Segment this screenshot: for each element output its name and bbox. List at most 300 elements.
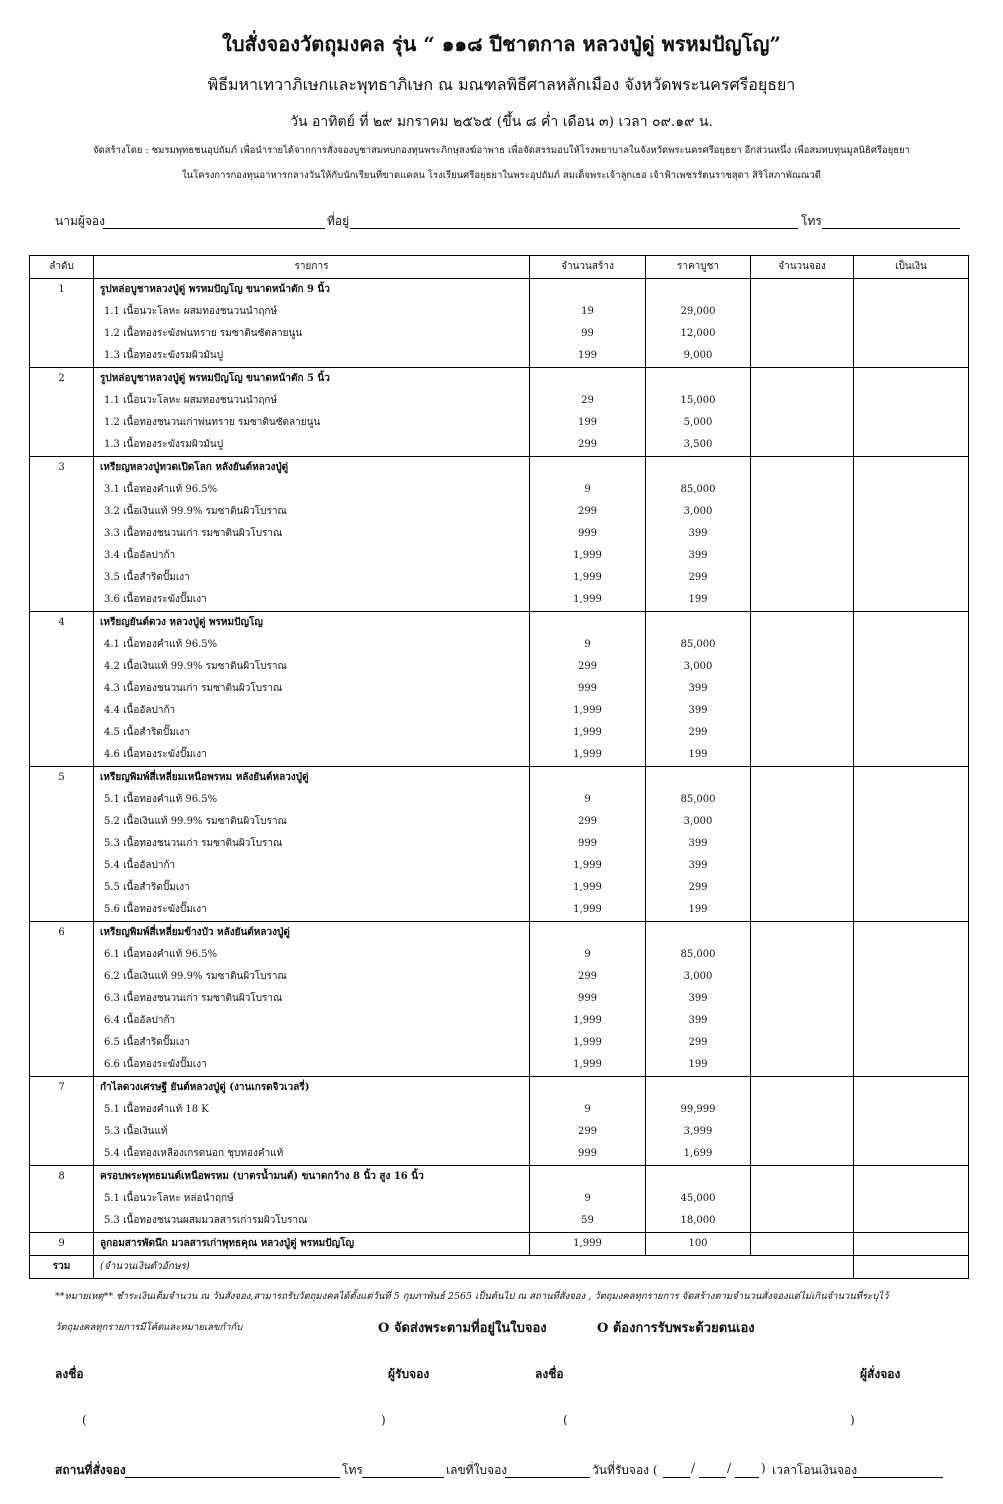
- table-row: [30, 922, 969, 945]
- date-close: ): [761, 1461, 766, 1475]
- order-qty-cell[interactable]: [751, 700, 854, 722]
- orderer-label: ผู้สั่งจอง: [860, 1367, 901, 1381]
- row-number: 5: [30, 767, 94, 790]
- quantity-made: [530, 457, 646, 480]
- receiver-name-close: ): [381, 1413, 386, 1427]
- col-header-quantity-made: จำนวนสร้าง: [530, 256, 646, 279]
- amount-cell[interactable]: [854, 811, 969, 833]
- amount-cell[interactable]: [854, 988, 969, 1010]
- place-field[interactable]: [125, 1476, 340, 1478]
- amount-cell[interactable]: [854, 1166, 969, 1189]
- table-row: [30, 833, 969, 855]
- col-header-no: ลำดับ: [30, 256, 94, 279]
- quantity-made: 1,999: [530, 744, 646, 767]
- price: 29,000: [646, 301, 751, 323]
- order-qty-cell[interactable]: [751, 612, 854, 635]
- amount-cell[interactable]: [854, 434, 969, 457]
- group-title: เหรียญพิมพ์สี่เหลี่ยมข้างบัว หลังยันต์หลวงปู่ดู่: [94, 922, 530, 945]
- row-number: 1: [30, 279, 94, 302]
- form-title: ใบสั่งจองวัตถุมงคล รุ่น “ ๑๑๘ ปีชาตกาล หลวงปู่ดู่ พรหมปัญโญ”: [222, 32, 781, 56]
- order-qty-cell[interactable]: [751, 345, 854, 368]
- price: 45,000: [646, 1188, 751, 1210]
- quantity-made: 99: [530, 323, 646, 345]
- amount-cell[interactable]: [854, 789, 969, 811]
- col-header-item: รายการ: [94, 256, 530, 279]
- order-qty-cell[interactable]: [751, 634, 854, 656]
- row-number-empty: [30, 1188, 94, 1210]
- quantity-made: 999: [530, 833, 646, 855]
- amount-cell[interactable]: [854, 567, 969, 589]
- item-name: 6.2 เนื้อเงินแท้ 99.9% รมซาตินผิวโบราณ: [94, 966, 530, 988]
- row-number-empty: [30, 1010, 94, 1032]
- quantity-made: 9: [530, 1099, 646, 1121]
- table-row: [30, 434, 969, 457]
- quantity-made: [530, 612, 646, 635]
- quantity-made: 1,999: [530, 722, 646, 744]
- item-name: 5.4 เนื้ออัลปาก้า: [94, 855, 530, 877]
- quantity-made: 299: [530, 966, 646, 988]
- table-row: [30, 899, 969, 922]
- organizer-line-1: จัดสร้างโดย : ชมรมพุทธชนอุปถัมภ์ เพื่อนำรายได้จากการสั่งจองบูชาสมทบกองทุนพระภิกษุสงฆ์อาพาธ เพื่อจัดสรรมอบให้โรงพยาบาลในจังหวัดพระนครศรีอยุธยา อีกส่วนหนึ่ง เพื่อสมทบทุนมูลนิธิศรีอยุธยา: [93, 145, 910, 156]
- quantity-made: [530, 1166, 646, 1189]
- quantity-made: 9: [530, 789, 646, 811]
- item-name: 4.1 เนื้อทองคำแท้ 96.5%: [94, 634, 530, 656]
- price: [646, 612, 751, 635]
- price: 3,000: [646, 811, 751, 833]
- price: 99,999: [646, 1099, 751, 1121]
- table-row: [30, 988, 969, 1010]
- quantity-made: 999: [530, 678, 646, 700]
- price: 18,000: [646, 1210, 751, 1233]
- row-number: 9: [30, 1233, 94, 1256]
- amount-cell[interactable]: [854, 1210, 969, 1233]
- col-header-order-qty: จำนวนจอง: [751, 256, 854, 279]
- price: 299: [646, 722, 751, 744]
- item-name: 5.6 เนื้อทองระฆังปั๊มเงา: [94, 899, 530, 922]
- item-name: 5.4 เนื้อทองเหลืองเกรดนอก ชุบทองคำแท้: [94, 1143, 530, 1166]
- order-qty-cell[interactable]: [751, 1077, 854, 1100]
- col-header-price: ราคาบูชา: [646, 256, 751, 279]
- price: 85,000: [646, 479, 751, 501]
- date-day-field[interactable]: [663, 1476, 690, 1478]
- table-row: [30, 457, 969, 480]
- row-number-empty: [30, 789, 94, 811]
- item-name: 5.3 เนื้อเงินแท้: [94, 1121, 530, 1143]
- table-row: [30, 1032, 969, 1054]
- amount-cell[interactable]: [854, 966, 969, 988]
- item-name: 4.3 เนื้อทองชนวนเก่า รมซาตินผิวโบราณ: [94, 678, 530, 700]
- amount-cell[interactable]: [854, 523, 969, 545]
- orderer-name-open: (: [563, 1413, 568, 1427]
- item-group-5: [30, 767, 969, 922]
- table-row: [30, 1054, 969, 1077]
- amount-cell[interactable]: [854, 1143, 969, 1166]
- order-qty-cell[interactable]: [751, 1099, 854, 1121]
- item-name: 1.2 เนื้อทองระฆังพ่นทราย รมซาตินซัตลายนูน: [94, 323, 530, 345]
- amount-cell[interactable]: [854, 589, 969, 612]
- total-row: [30, 1256, 969, 1279]
- quantity-made: [530, 922, 646, 945]
- price: 399: [646, 678, 751, 700]
- amount-cell[interactable]: [854, 1233, 969, 1256]
- quantity-made: 9: [530, 634, 646, 656]
- row-number-empty: [30, 567, 94, 589]
- order-qty-cell[interactable]: [751, 323, 854, 345]
- order-qty-cell[interactable]: [751, 744, 854, 767]
- price: 3,000: [646, 656, 751, 678]
- table-row: [30, 634, 969, 656]
- table-row: [30, 1143, 969, 1166]
- quantity-made: 199: [530, 412, 646, 434]
- price: 199: [646, 744, 751, 767]
- amount-cell[interactable]: [854, 279, 969, 302]
- address-field[interactable]: [350, 227, 798, 229]
- amount-cell[interactable]: [854, 1077, 969, 1100]
- table-row: [30, 501, 969, 523]
- amount-cell[interactable]: [854, 1121, 969, 1143]
- quantity-made: 999: [530, 988, 646, 1010]
- name-field[interactable]: [103, 227, 325, 229]
- footer-line: [55, 1461, 945, 1479]
- quantity-made: [530, 279, 646, 302]
- price: 199: [646, 899, 751, 922]
- ceremony-subtitle: พิธีมหาเทวาภิเษกและพุทธาภิเษก ณ มณฑลพิธีศาลหลักเมือง จังหวัดพระนครศรีอยุธยา: [207, 75, 796, 94]
- item-name: 5.1 เนื้อนวะโลหะ หล่อนำฤกษ์: [94, 1188, 530, 1210]
- order-qty-cell[interactable]: [751, 412, 854, 434]
- amount-cell[interactable]: [854, 1099, 969, 1121]
- order-qty-cell[interactable]: [751, 656, 854, 678]
- row-number-empty: [30, 855, 94, 877]
- row-number-empty: [30, 988, 94, 1010]
- amount-cell[interactable]: [854, 656, 969, 678]
- amount-cell[interactable]: [854, 744, 969, 767]
- price: [646, 767, 751, 790]
- price: [646, 1077, 751, 1100]
- item-group-9: [30, 1233, 969, 1256]
- remark-note-2: วัตถุมงคลทุกรายการมีโค้ดและหมายเลขกำกับ: [55, 1322, 243, 1333]
- order-qty-cell[interactable]: [751, 1143, 854, 1166]
- order-qty-cell[interactable]: [751, 855, 854, 877]
- ticket-no-field[interactable]: [505, 1476, 590, 1478]
- amount-cell[interactable]: [854, 634, 969, 656]
- order-qty-cell[interactable]: [751, 789, 854, 811]
- footer-phone-field[interactable]: [362, 1476, 444, 1478]
- table-row: [30, 1210, 969, 1233]
- price: 199: [646, 1054, 751, 1077]
- amount-cell[interactable]: [854, 301, 969, 323]
- order-qty-cell[interactable]: [751, 390, 854, 412]
- table-row: [30, 678, 969, 700]
- table-row: [30, 1233, 969, 1256]
- price: [646, 368, 751, 391]
- phone-field[interactable]: [822, 227, 960, 229]
- order-qty-cell[interactable]: [751, 301, 854, 323]
- transfer-time-field[interactable]: [853, 1476, 943, 1478]
- price: [646, 457, 751, 480]
- table-row: [30, 545, 969, 567]
- price: [646, 922, 751, 945]
- quantity-made: 199: [530, 345, 646, 368]
- name-label: นามผู้จอง: [55, 214, 105, 228]
- address-label: ที่อยู่: [327, 214, 350, 228]
- order-qty-cell[interactable]: [751, 877, 854, 899]
- row-number: 6: [30, 922, 94, 945]
- table-row: [30, 1121, 969, 1143]
- order-qty-cell[interactable]: [751, 922, 854, 945]
- table-row: [30, 390, 969, 412]
- row-number-empty: [30, 479, 94, 501]
- order-qty-cell[interactable]: [751, 1188, 854, 1210]
- price: 12,000: [646, 323, 751, 345]
- table-row: [30, 1099, 969, 1121]
- option-ship-checkbox[interactable]: O จัดส่งพระตามที่อยู่ในใบจอง: [378, 1321, 547, 1336]
- order-qty-cell[interactable]: [751, 1166, 854, 1189]
- amount-cell[interactable]: [854, 722, 969, 744]
- amount-cell[interactable]: [854, 833, 969, 855]
- date-month-field[interactable]: [699, 1476, 726, 1478]
- quantity-made: 999: [530, 523, 646, 545]
- quantity-made: 299: [530, 811, 646, 833]
- price: 399: [646, 545, 751, 567]
- item-group-7: [30, 1077, 969, 1166]
- row-number-empty: [30, 744, 94, 767]
- row-number-empty: [30, 678, 94, 700]
- total-label: รวม: [30, 1256, 94, 1279]
- item-name: 6.4 เนื้ออัลปาก้า: [94, 1010, 530, 1032]
- table-row: [30, 744, 969, 767]
- row-number-empty: [30, 434, 94, 457]
- table-row: [30, 811, 969, 833]
- quantity-made: 59: [530, 1210, 646, 1233]
- order-qty-cell[interactable]: [751, 1233, 854, 1256]
- item-group-3: [30, 457, 969, 612]
- order-qty-cell[interactable]: [751, 479, 854, 501]
- row-number-empty: [30, 899, 94, 922]
- order-qty-cell[interactable]: [751, 523, 854, 545]
- order-qty-cell[interactable]: [751, 1210, 854, 1233]
- order-qty-cell[interactable]: [751, 767, 854, 790]
- item-name: 1.1 เนื้อนวะโลหะ ผสมทองชนวนนำฤกษ์: [94, 301, 530, 323]
- item-name: 6.3 เนื้อทองชนวนเก่า รมซาตินผิวโบราณ: [94, 988, 530, 1010]
- table-row: [30, 368, 969, 391]
- table-row: [30, 966, 969, 988]
- quantity-made: 19: [530, 301, 646, 323]
- ticket-no-label: เลขที่ใบจอง: [446, 1463, 508, 1477]
- group-title: ครอบพระพุทธมนต์เหนือพรหม (บาตรน้ำมนต์) ขนาดกว้าง 8 นิ้ว สูง 16 นิ้ว: [94, 1166, 530, 1189]
- order-qty-cell[interactable]: [751, 545, 854, 567]
- quantity-made: 9: [530, 1188, 646, 1210]
- quantity-made: 1,999: [530, 1010, 646, 1032]
- amount-cell[interactable]: [854, 899, 969, 922]
- amount-cell[interactable]: [854, 457, 969, 480]
- amount-cell[interactable]: [854, 1032, 969, 1054]
- item-name: 3.4 เนื้ออัลปาก้า: [94, 545, 530, 567]
- order-qty-cell[interactable]: [751, 567, 854, 589]
- price: 3,000: [646, 966, 751, 988]
- table-row: [30, 789, 969, 811]
- order-qty-cell[interactable]: [751, 966, 854, 988]
- table-row: [30, 589, 969, 612]
- quantity-made: 999: [530, 1143, 646, 1166]
- item-name: 1.2 เนื้อทองชนวนเก่าพ่นทราย รมซาตินซัตลายนูน: [94, 412, 530, 434]
- amount-cell[interactable]: [854, 855, 969, 877]
- row-number-empty: [30, 345, 94, 368]
- order-qty-cell[interactable]: [751, 1032, 854, 1054]
- price: 399: [646, 523, 751, 545]
- item-name: 4.4 เนื้ออัลปาก้า: [94, 700, 530, 722]
- row-number-empty: [30, 833, 94, 855]
- price: 399: [646, 833, 751, 855]
- group-title: ลูกอมสารพัดนึก มวลสารเก่าพุทธคุณ หลวงปู่ดู่ พรหมปัญโญ: [94, 1233, 530, 1256]
- quantity-made: 29: [530, 390, 646, 412]
- quantity-made: 1,999: [530, 1233, 646, 1256]
- date-slash-1: /: [691, 1461, 696, 1475]
- item-group-1: [30, 279, 969, 368]
- customer-info-line: [55, 212, 960, 230]
- order-qty-cell[interactable]: [751, 722, 854, 744]
- order-qty-cell[interactable]: [751, 279, 854, 302]
- order-qty-cell[interactable]: [751, 1010, 854, 1032]
- amount-cell[interactable]: [854, 390, 969, 412]
- amount-cell[interactable]: [854, 1054, 969, 1077]
- order-qty-cell[interactable]: [751, 678, 854, 700]
- receiver-label: ผู้รับจอง: [388, 1367, 430, 1381]
- order-qty-cell[interactable]: [751, 589, 854, 612]
- amount-cell[interactable]: [854, 545, 969, 567]
- amount-cell[interactable]: [854, 368, 969, 391]
- row-number-empty: [30, 944, 94, 966]
- row-number: 3: [30, 457, 94, 480]
- table-row: [30, 1077, 969, 1100]
- quantity-made: 1,999: [530, 877, 646, 899]
- order-qty-cell[interactable]: [751, 1054, 854, 1077]
- item-name: 4.5 เนื้อสำริดปั๊มเงา: [94, 722, 530, 744]
- item-name: 5.1 เนื้อทองคำแท้ 96.5%: [94, 789, 530, 811]
- item-name: 4.2 เนื้อเงินแท้ 99.9% รมซาตินผิวโบราณ: [94, 656, 530, 678]
- quantity-made: [530, 1077, 646, 1100]
- price: 100: [646, 1233, 751, 1256]
- row-number-empty: [30, 966, 94, 988]
- table-row: [30, 345, 969, 368]
- price: 399: [646, 1010, 751, 1032]
- row-number-empty: [30, 501, 94, 523]
- date-year-field[interactable]: [735, 1476, 759, 1478]
- amount-cell[interactable]: [854, 678, 969, 700]
- table-row: [30, 855, 969, 877]
- row-number-empty: [30, 323, 94, 345]
- table-row: [30, 323, 969, 345]
- order-qty-cell[interactable]: [751, 899, 854, 922]
- order-qty-cell[interactable]: [751, 368, 854, 391]
- table-row: [30, 944, 969, 966]
- item-name: 3.5 เนื้อสำริดปั๊มเงา: [94, 567, 530, 589]
- table-row: [30, 656, 969, 678]
- order-qty-cell[interactable]: [751, 501, 854, 523]
- quantity-made: 299: [530, 656, 646, 678]
- order-qty-cell[interactable]: [751, 833, 854, 855]
- price: 399: [646, 988, 751, 1010]
- option-pickup-checkbox[interactable]: O ต้องการรับพระด้วยตนเอง: [597, 1321, 755, 1336]
- table-header-row: [30, 256, 969, 279]
- price: 199: [646, 589, 751, 612]
- orderer-sign-label: ลงชื่อ: [535, 1367, 564, 1381]
- quantity-made: 1,999: [530, 855, 646, 877]
- table-row: [30, 279, 969, 302]
- quantity-made: 299: [530, 434, 646, 457]
- order-qty-cell[interactable]: [751, 944, 854, 966]
- table-row: [30, 1166, 969, 1189]
- row-number-empty: [30, 1121, 94, 1143]
- receiver-sign-label: ลงชื่อ: [55, 1367, 84, 1381]
- total-amount-words[interactable]: (จำนวนเงินตัวอักษร): [94, 1256, 854, 1279]
- price: 299: [646, 877, 751, 899]
- table-row: [30, 700, 969, 722]
- amount-cell[interactable]: [854, 501, 969, 523]
- amount-cell[interactable]: [854, 922, 969, 945]
- price: 3,999: [646, 1121, 751, 1143]
- item-group-2: [30, 368, 969, 457]
- order-qty-cell[interactable]: [751, 434, 854, 457]
- row-number: 4: [30, 612, 94, 635]
- amount-cell[interactable]: [854, 412, 969, 434]
- group-title: เหรียญยันต์ดวง หลวงปู่ดู่ พรหมปัญโญ: [94, 612, 530, 635]
- amount-cell[interactable]: [854, 345, 969, 368]
- amount-cell[interactable]: [854, 944, 969, 966]
- order-qty-cell[interactable]: [751, 811, 854, 833]
- quantity-made: [530, 368, 646, 391]
- table-row: [30, 1010, 969, 1032]
- row-number-empty: [30, 1032, 94, 1054]
- amount-cell[interactable]: [854, 700, 969, 722]
- amount-cell[interactable]: [854, 612, 969, 635]
- group-title: เหรียญพิมพ์สี่เหลี่ยมเหนือพรหม หลังยันต์หลวงปู่ดู่: [94, 767, 530, 790]
- row-number: 7: [30, 1077, 94, 1100]
- price: 5,000: [646, 412, 751, 434]
- table-row: [30, 877, 969, 899]
- organizer-line-2: ในโครงการกองทุนอาหารกลางวันให้กับนักเรียนที่ขาดแคลน โรงเรียนศรีอยุธยาในพระอุปถัมภ์ สมเด็จพระเจ้าลูกเธอ เจ้าฟ้าเพชรรัตนราชสุดา สิริโสภาพัณณวดี: [182, 170, 821, 181]
- row-number-empty: [30, 877, 94, 899]
- quantity-made: 1,999: [530, 899, 646, 922]
- amount-cell[interactable]: [854, 479, 969, 501]
- group-title: กำไลดวงเศรษฐี ยันต์หลวงปู่ดู่ (งานเกรดจิวเวลรี่): [94, 1077, 530, 1100]
- order-qty-cell[interactable]: [751, 1121, 854, 1143]
- quantity-made: 9: [530, 479, 646, 501]
- table-row: [30, 412, 969, 434]
- price: 15,000: [646, 390, 751, 412]
- phone-label: โทร: [801, 214, 822, 228]
- table-row: [30, 767, 969, 790]
- order-qty-cell[interactable]: [751, 988, 854, 1010]
- item-name: 5.3 เนื้อทองชนวนผสมมวลสารเก่ารมผิวโบราณ: [94, 1210, 530, 1233]
- item-name: 5.3 เนื้อทองชนวนเก่า รมซาตินผิวโบราณ: [94, 833, 530, 855]
- amount-cell[interactable]: [854, 767, 969, 790]
- amount-cell[interactable]: [854, 877, 969, 899]
- amount-cell[interactable]: [854, 323, 969, 345]
- order-qty-cell[interactable]: [751, 457, 854, 480]
- total-amount[interactable]: [854, 1256, 969, 1279]
- price: 299: [646, 567, 751, 589]
- amount-cell[interactable]: [854, 1188, 969, 1210]
- amount-cell[interactable]: [854, 1010, 969, 1032]
- item-name: 3.3 เนื้อทองชนวนเก่า รมซาตินผิวโบราณ: [94, 523, 530, 545]
- row-number-empty: [30, 589, 94, 612]
- group-title: รูปหล่อบูชาหลวงปู่ดู่ พรหมปัญโญ ขนาดหน้าตัก 5 นิ้ว: [94, 368, 530, 391]
- row-number-empty: [30, 722, 94, 744]
- row-number-empty: [30, 301, 94, 323]
- quantity-made: 299: [530, 501, 646, 523]
- row-number-empty: [30, 412, 94, 434]
- item-name: 6.1 เนื้อทองคำแท้ 96.5%: [94, 944, 530, 966]
